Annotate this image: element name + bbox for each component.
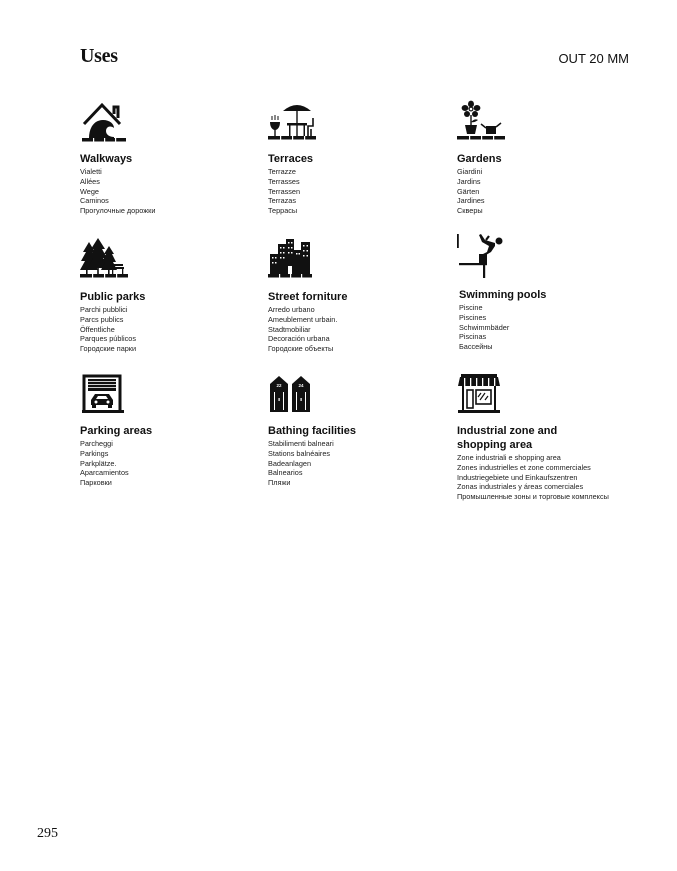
- translation-it: Stabilimenti balneari: [268, 439, 334, 448]
- translation-fr: Parcs publics: [80, 314, 124, 324]
- use-card-public-parks: [80, 238, 270, 354]
- translation-fr: Allées: [80, 176, 100, 186]
- translation-ru: Скверы: [457, 206, 483, 216]
- translation-es: Caminos: [80, 196, 109, 206]
- use-card-bathing-facilities: [268, 372, 458, 488]
- translation-fr: Jardins: [457, 176, 481, 186]
- translation-ru: Парковки: [80, 478, 112, 488]
- translation-it: Zone industriali e shopping area: [457, 453, 561, 462]
- translation-de: Parkplätze.: [80, 458, 117, 468]
- translation-it: Parchi pubblici: [80, 305, 128, 314]
- translation-es: Decoración urbana: [268, 334, 330, 344]
- use-card-walkways: [80, 100, 270, 216]
- translation-es: Parques públicos: [80, 334, 136, 344]
- translation-de: Gärten: [457, 186, 480, 196]
- translation-es: Piscinas: [459, 332, 487, 342]
- product-code: OUT 20 MM: [558, 51, 629, 66]
- translation-it: Giardini: [457, 167, 483, 176]
- translation-de: Badeanlagen: [268, 458, 312, 468]
- translation-es: Aparcamientos: [80, 468, 129, 478]
- page-number: 295: [37, 826, 58, 841]
- use-card-industrial-zone: [457, 372, 657, 502]
- translation-fr: Parkings: [80, 448, 109, 458]
- page-title: Uses: [80, 45, 118, 67]
- translation-ru: Городские объекты: [268, 344, 334, 354]
- use-card-terraces: [268, 100, 458, 216]
- terrace-icon: [268, 100, 316, 142]
- garage-car-icon: [80, 372, 128, 414]
- use-title: Industrial zone and shopping area: [457, 425, 558, 451]
- translation-de: Industriegebiete und Einkaufszentren: [457, 472, 578, 482]
- translation-ru: Городские парки: [80, 344, 137, 354]
- translation-es: Jardines: [457, 196, 485, 206]
- cabin-number: 22: [276, 383, 282, 388]
- translation-fr: Piscines: [459, 312, 487, 322]
- translation-it: Piscine: [459, 303, 483, 312]
- use-title: Street forniture: [268, 291, 348, 303]
- house-wave-icon: [80, 100, 128, 142]
- translation-de: Terrassen: [268, 186, 301, 196]
- use-title: Bathing facilities: [268, 425, 357, 437]
- translation-ru: Промышленные зоны и торговые комплексы: [457, 492, 609, 502]
- use-card-parking-areas: [80, 372, 270, 488]
- shop-awning-icon: [457, 372, 505, 414]
- translation-es: Zonas industriales y áreas comerciales: [457, 482, 584, 492]
- use-card-gardens: [457, 100, 647, 216]
- translation-fr: Terrasses: [268, 176, 300, 186]
- trees-bench-icon: [80, 238, 128, 280]
- use-title: Swimming pools: [459, 289, 547, 301]
- translation-de: Schwimmbäder: [459, 322, 510, 332]
- translation-fr: Zones industrielles et zone commerciales: [457, 462, 591, 472]
- diver-icon: [457, 232, 505, 280]
- translation-es: Balnearios: [268, 468, 303, 478]
- use-title: Parking areas: [80, 425, 153, 437]
- translation-ru: Бассейны: [459, 342, 493, 352]
- translation-it: Terrazze: [268, 167, 296, 176]
- beach-cabins-icon: [268, 372, 316, 414]
- translation-ru: Пляжи: [268, 478, 291, 488]
- flower-pot-icon: [457, 100, 505, 142]
- translation-fr: Ameublement urbain.: [268, 314, 338, 324]
- use-title: Public parks: [80, 291, 146, 303]
- translation-de: Stadtmobiliar: [268, 324, 311, 334]
- translation-ru: Прогулочные дорожки: [80, 206, 156, 216]
- translation-it: Arredo urbano: [268, 305, 315, 314]
- translation-de: Wege: [80, 186, 99, 196]
- use-card-street-forniture: [268, 238, 458, 354]
- translation-it: Vialetti: [80, 167, 102, 176]
- translation-de: Öffentliche: [80, 324, 115, 334]
- use-title: Walkways: [80, 153, 133, 165]
- translation-es: Terrazas: [268, 196, 296, 206]
- translation-it: Parcheggi: [80, 439, 113, 448]
- use-title: Terraces: [268, 153, 314, 165]
- translation-ru: Террасы: [268, 206, 298, 216]
- use-card-swimming-pools: [457, 232, 647, 352]
- city-buildings-icon: [268, 238, 316, 280]
- translation-fr: Stations balnéaires: [268, 448, 331, 458]
- cabin-number: 24: [298, 383, 304, 388]
- use-title: Gardens: [457, 153, 502, 165]
